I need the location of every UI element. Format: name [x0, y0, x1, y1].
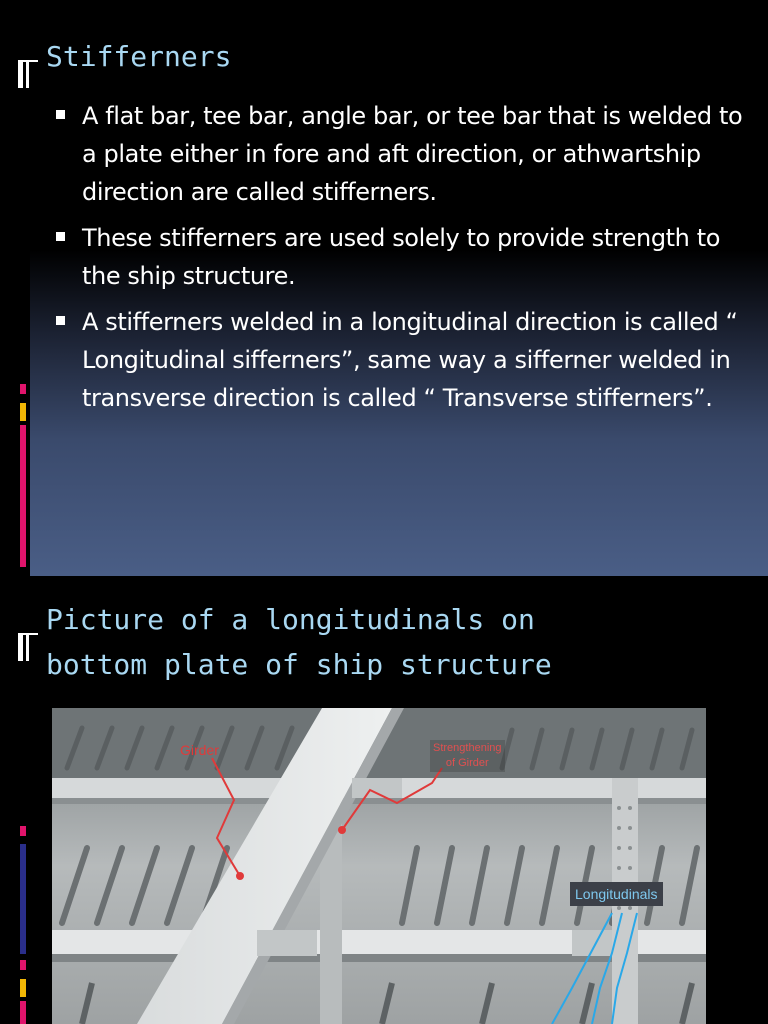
- bullet-list: [54, 97, 744, 425]
- title-marker-bar: [18, 633, 23, 661]
- bullet-text: A stifferners welded in a longitudinal direction is called “ Longitudinal sifferners”, same way a sifferner welded in transverse direction is called “ Transverse stifferners”.: [82, 308, 738, 412]
- accent-yellow-mark: [20, 979, 26, 997]
- ship-structure-photo: [52, 708, 706, 1024]
- strengthening-label-line-2: of Girder: [445, 757, 489, 769]
- square-bullet-icon: [56, 316, 65, 325]
- slide-longitudinals-picture: [0, 576, 768, 1024]
- slide-title-line-1: Picture of a longitudinals on: [46, 603, 535, 636]
- accent-blue-bar: [20, 844, 26, 954]
- bullet-text: These stifferners are used solely to provide strength to the ship structure.: [82, 224, 720, 290]
- square-bullet-icon: [56, 232, 65, 241]
- bullet-item: [54, 97, 744, 211]
- bullet-item: [54, 303, 744, 417]
- title-marker-line: [18, 60, 38, 62]
- girder-label: Girder: [180, 742, 219, 758]
- accent-pink-mark: [20, 826, 26, 836]
- accent-pink-bar: [20, 425, 26, 567]
- ship-structure-illustration: [52, 708, 706, 1024]
- slide-title-line-2: bottom plate of ship structure: [46, 648, 552, 681]
- square-bullet-icon: [56, 110, 65, 119]
- title-marker-bar: [26, 633, 29, 661]
- bullet-item: [54, 219, 744, 295]
- slide-title: Stifferners: [46, 40, 232, 73]
- accent-pink-mark: [20, 960, 26, 970]
- accent-pink-bar: [20, 1001, 26, 1024]
- strengthening-label: [430, 740, 505, 772]
- accent-pink-mark: [20, 384, 26, 394]
- title-marker-bar: [26, 60, 29, 88]
- title-marker-bar: [18, 60, 23, 88]
- strengthening-label-line-1: Strengthening: [433, 742, 502, 754]
- accent-yellow-mark: [20, 403, 26, 421]
- title-marker-line: [18, 633, 38, 635]
- bullet-text: A flat bar, tee bar, angle bar, or tee bar that is welded to a plate either in fore and aft direction, or athwartship direction are called stifferners.: [82, 102, 743, 206]
- longitudinals-label: Longitudinals: [570, 882, 663, 906]
